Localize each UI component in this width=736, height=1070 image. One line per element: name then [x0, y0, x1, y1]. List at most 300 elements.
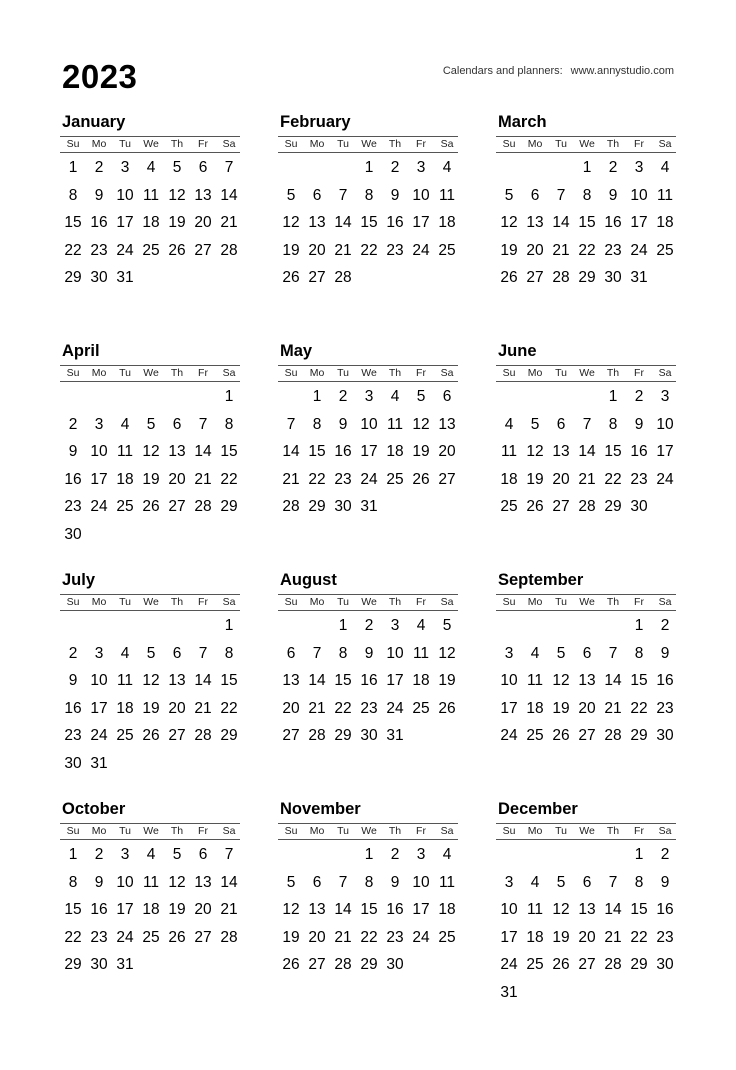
- day-cell: 9: [390, 186, 400, 204]
- day-cell: 11: [500, 443, 518, 461]
- day-cell: 5: [530, 415, 540, 433]
- day-cell: 17: [412, 901, 430, 919]
- day-cell: 28: [194, 498, 212, 516]
- empty-cell: [138, 612, 164, 640]
- day-cell: 29: [64, 269, 82, 287]
- empty-cell: [548, 612, 574, 640]
- day-grid: [60, 383, 240, 549]
- day-cell: 17: [90, 470, 108, 488]
- day-cell: 1: [582, 159, 592, 176]
- weekday-label: Tu: [119, 138, 131, 150]
- day-cell: 13: [438, 415, 456, 433]
- day-cell: 26: [168, 928, 186, 946]
- day-cell: 22: [360, 241, 378, 259]
- day-cell: 10: [116, 186, 134, 204]
- day-cell: 14: [308, 672, 326, 690]
- empty-cell: [496, 612, 522, 640]
- day-grid: [496, 383, 676, 521]
- day-cell: 11: [438, 873, 456, 891]
- day-cell: 23: [334, 470, 352, 488]
- day-cell: 20: [578, 928, 596, 946]
- day-cell: 5: [286, 186, 296, 204]
- day-cell: 7: [224, 159, 234, 176]
- day-cell: 30: [656, 956, 674, 974]
- day-cell: 8: [364, 186, 374, 204]
- day-cell: 23: [64, 727, 82, 745]
- day-cell: 12: [142, 672, 160, 690]
- day-cell: 29: [630, 956, 648, 974]
- day-cell: 22: [220, 699, 238, 717]
- day-cell: 1: [634, 846, 644, 863]
- day-cell: 26: [552, 727, 570, 745]
- day-cell: 19: [500, 241, 518, 259]
- weekday-label: Su: [66, 367, 80, 379]
- day-cell: 19: [412, 443, 430, 461]
- weekday-label: Sa: [658, 138, 672, 150]
- day-cell: 8: [224, 415, 234, 433]
- empty-cell: [138, 383, 164, 411]
- day-cell: 17: [500, 928, 518, 946]
- weekday-label: Fr: [634, 367, 644, 379]
- day-cell: 23: [90, 241, 108, 259]
- day-cell: 16: [656, 901, 674, 919]
- weekday-label: Mo: [527, 825, 543, 837]
- day-cell: 14: [334, 214, 352, 232]
- day-cell: 20: [308, 241, 326, 259]
- weekday-label: Th: [388, 596, 402, 608]
- day-cell: 1: [224, 617, 234, 634]
- day-cell: 3: [504, 644, 514, 662]
- day-cell: 5: [556, 873, 566, 891]
- day-cell: 25: [412, 699, 430, 717]
- day-cell: 6: [172, 644, 182, 662]
- empty-cell: [600, 612, 626, 640]
- day-cell: 18: [412, 672, 430, 690]
- day-cell: 25: [656, 241, 674, 259]
- day-cell: 25: [386, 470, 404, 488]
- weekday-header: [60, 365, 240, 382]
- day-cell: 7: [556, 186, 566, 204]
- day-cell: 23: [64, 498, 82, 516]
- day-cell: 11: [142, 873, 160, 891]
- day-cell: 10: [656, 415, 674, 433]
- empty-cell: [574, 841, 600, 869]
- weekday-label: Su: [502, 825, 516, 837]
- day-cell: 28: [604, 727, 622, 745]
- day-cell: 28: [308, 727, 326, 745]
- day-cell: 2: [390, 846, 400, 863]
- day-cell: 19: [282, 241, 300, 259]
- day-cell: 3: [390, 617, 400, 634]
- weekday-label: Fr: [198, 367, 208, 379]
- day-cell: 17: [90, 699, 108, 717]
- day-cell: 30: [64, 754, 82, 772]
- day-cell: 31: [116, 269, 134, 287]
- month-11: [278, 795, 458, 979]
- day-cell: 30: [360, 727, 378, 745]
- credit-url[interactable]: www.annystudio.com: [570, 65, 674, 77]
- weekday-label: We: [579, 825, 595, 837]
- day-cell: 7: [338, 186, 348, 204]
- weekday-label: Th: [170, 367, 184, 379]
- day-cell: 18: [438, 214, 456, 232]
- weekday-label: Tu: [337, 825, 349, 837]
- day-cell: 15: [334, 672, 352, 690]
- day-cell: 5: [172, 846, 182, 863]
- day-cell: 1: [338, 617, 348, 634]
- day-cell: 2: [364, 617, 374, 634]
- month-4: [60, 337, 240, 549]
- day-cell: 22: [630, 699, 648, 717]
- day-cell: 17: [386, 672, 404, 690]
- day-cell: 22: [334, 699, 352, 717]
- day-cell: 27: [194, 241, 212, 259]
- day-cell: 27: [308, 956, 326, 974]
- weekday-label: Th: [170, 596, 184, 608]
- day-cell: 18: [116, 470, 134, 488]
- day-cell: 25: [500, 498, 518, 516]
- weekday-label: Th: [606, 596, 620, 608]
- day-cell: 15: [64, 901, 82, 919]
- day-cell: 10: [630, 186, 648, 204]
- weekday-header: [496, 823, 676, 840]
- month-name: March: [498, 113, 547, 131]
- empty-cell: [86, 383, 112, 411]
- month-2: [278, 108, 458, 292]
- month-name: December: [498, 800, 578, 818]
- day-cell: 30: [90, 956, 108, 974]
- day-cell: 29: [220, 727, 238, 745]
- day-cell: 4: [530, 644, 540, 662]
- day-cell: 10: [90, 443, 108, 461]
- day-cell: 20: [168, 470, 186, 488]
- day-cell: 24: [656, 470, 674, 488]
- day-cell: 7: [198, 415, 208, 433]
- day-cell: 2: [94, 159, 104, 176]
- day-cell: 20: [168, 699, 186, 717]
- empty-cell: [548, 154, 574, 182]
- day-cell: 25: [116, 498, 134, 516]
- day-cell: 14: [194, 672, 212, 690]
- month-5: [278, 337, 458, 521]
- day-cell: 10: [90, 672, 108, 690]
- day-cell: 28: [604, 956, 622, 974]
- day-cell: 3: [94, 644, 104, 662]
- day-cell: 24: [630, 241, 648, 259]
- day-cell: 20: [282, 699, 300, 717]
- day-grid: [496, 154, 676, 292]
- weekday-label: Su: [502, 367, 516, 379]
- weekday-label: We: [579, 138, 595, 150]
- empty-cell: [496, 841, 522, 869]
- day-cell: 17: [116, 214, 134, 232]
- day-cell: 19: [142, 470, 160, 488]
- day-cell: 4: [530, 873, 540, 891]
- day-cell: 5: [172, 159, 182, 176]
- weekday-label: Su: [502, 596, 516, 608]
- empty-cell: [278, 154, 304, 182]
- empty-cell: [330, 154, 356, 182]
- day-cell: 11: [526, 901, 544, 919]
- day-cell: 8: [608, 415, 618, 433]
- day-cell: 5: [146, 644, 156, 662]
- day-cell: 14: [194, 443, 212, 461]
- day-cell: 13: [578, 901, 596, 919]
- day-cell: 16: [64, 470, 82, 488]
- day-cell: 6: [582, 644, 592, 662]
- day-cell: 6: [442, 388, 452, 405]
- empty-cell: [600, 841, 626, 869]
- day-cell: 11: [526, 672, 544, 690]
- day-cell: 13: [308, 901, 326, 919]
- empty-cell: [304, 612, 330, 640]
- day-cell: 20: [438, 443, 456, 461]
- weekday-label: Tu: [337, 367, 349, 379]
- day-cell: 24: [500, 727, 518, 745]
- day-cell: 30: [604, 269, 622, 287]
- weekday-label: Th: [388, 138, 402, 150]
- day-cell: 9: [660, 644, 670, 662]
- day-cell: 7: [582, 415, 592, 433]
- day-cell: 21: [194, 470, 212, 488]
- day-cell: 29: [360, 956, 378, 974]
- day-cell: 23: [386, 928, 404, 946]
- day-cell: 23: [656, 699, 674, 717]
- weekday-header: [278, 365, 458, 382]
- weekday-label: Su: [284, 138, 298, 150]
- day-cell: 9: [68, 443, 78, 461]
- weekday-label: Su: [284, 596, 298, 608]
- weekday-header: [278, 594, 458, 611]
- empty-cell: [190, 612, 216, 640]
- day-cell: 16: [656, 672, 674, 690]
- day-cell: 19: [552, 928, 570, 946]
- day-cell: 17: [656, 443, 674, 461]
- day-cell: 25: [438, 241, 456, 259]
- weekday-label: Tu: [555, 138, 567, 150]
- weekday-label: Mo: [309, 138, 325, 150]
- day-cell: 15: [630, 672, 648, 690]
- day-cell: 19: [282, 928, 300, 946]
- day-cell: 30: [334, 498, 352, 516]
- empty-cell: [496, 383, 522, 411]
- day-cell: 4: [442, 846, 452, 863]
- weekday-label: Tu: [555, 825, 567, 837]
- month-name: April: [62, 342, 100, 360]
- weekday-header: [278, 136, 458, 153]
- day-cell: 31: [630, 269, 648, 287]
- weekday-label: Mo: [527, 596, 543, 608]
- day-cell: 4: [504, 415, 514, 433]
- weekday-label: Tu: [119, 367, 131, 379]
- day-cell: 22: [604, 470, 622, 488]
- day-cell: 7: [608, 873, 618, 891]
- weekday-label: Mo: [91, 138, 107, 150]
- day-cell: 19: [526, 470, 544, 488]
- credit-prefix: Calendars and planners:: [442, 65, 563, 77]
- day-cell: 2: [390, 159, 400, 176]
- day-cell: 15: [604, 443, 622, 461]
- day-cell: 11: [412, 644, 430, 662]
- day-cell: 3: [364, 388, 374, 405]
- day-grid: [278, 612, 458, 750]
- weekday-label: Sa: [440, 367, 454, 379]
- day-grid: [496, 841, 676, 1007]
- weekday-label: Tu: [119, 825, 131, 837]
- weekday-label: Mo: [527, 138, 543, 150]
- day-cell: 1: [634, 617, 644, 634]
- empty-cell: [574, 612, 600, 640]
- day-cell: 2: [634, 388, 644, 405]
- day-cell: 14: [220, 873, 238, 891]
- day-cell: 29: [630, 727, 648, 745]
- day-cell: 28: [578, 498, 596, 516]
- day-cell: 29: [64, 956, 82, 974]
- day-cell: 21: [578, 470, 596, 488]
- month-9: [496, 566, 676, 750]
- day-cell: 15: [64, 214, 82, 232]
- day-cell: 11: [142, 186, 160, 204]
- day-cell: 23: [386, 241, 404, 259]
- day-cell: 2: [608, 159, 618, 176]
- day-cell: 13: [526, 214, 544, 232]
- day-cell: 15: [360, 214, 378, 232]
- day-grid: [60, 154, 240, 292]
- day-cell: 18: [526, 928, 544, 946]
- day-cell: 21: [604, 699, 622, 717]
- day-cell: 28: [220, 241, 238, 259]
- weekday-label: Tu: [555, 596, 567, 608]
- day-cell: 9: [364, 644, 374, 662]
- weekday-label: Fr: [198, 596, 208, 608]
- weekday-label: We: [361, 825, 377, 837]
- weekday-label: Fr: [416, 367, 426, 379]
- day-cell: 16: [90, 214, 108, 232]
- empty-cell: [304, 154, 330, 182]
- day-cell: 19: [168, 214, 186, 232]
- day-cell: 13: [282, 672, 300, 690]
- weekday-label: Fr: [416, 825, 426, 837]
- day-cell: 24: [412, 928, 430, 946]
- day-cell: 4: [660, 159, 670, 176]
- day-cell: 6: [172, 415, 182, 433]
- day-cell: 15: [220, 672, 238, 690]
- day-cell: 19: [438, 672, 456, 690]
- day-cell: 3: [120, 159, 130, 176]
- weekday-label: Th: [606, 367, 620, 379]
- day-cell: 9: [338, 415, 348, 433]
- day-cell: 28: [194, 727, 212, 745]
- day-cell: 21: [282, 470, 300, 488]
- day-grid: [496, 612, 676, 750]
- day-cell: 5: [286, 873, 296, 891]
- day-cell: 5: [504, 186, 514, 204]
- weekday-header: [496, 365, 676, 382]
- day-cell: 5: [556, 644, 566, 662]
- day-cell: 27: [552, 498, 570, 516]
- day-cell: 8: [582, 186, 592, 204]
- day-cell: 30: [656, 727, 674, 745]
- day-cell: 31: [116, 956, 134, 974]
- day-cell: 12: [500, 214, 518, 232]
- day-cell: 13: [194, 873, 212, 891]
- day-cell: 22: [220, 470, 238, 488]
- day-cell: 7: [338, 873, 348, 891]
- weekday-label: We: [579, 596, 595, 608]
- day-cell: 6: [556, 415, 566, 433]
- day-grid: [278, 154, 458, 292]
- day-cell: 31: [360, 498, 378, 516]
- day-cell: 25: [116, 727, 134, 745]
- weekday-label: Th: [606, 138, 620, 150]
- day-cell: 27: [168, 727, 186, 745]
- day-cell: 6: [198, 159, 208, 176]
- empty-cell: [522, 154, 548, 182]
- day-cell: 12: [412, 415, 430, 433]
- day-cell: 6: [312, 873, 322, 891]
- weekday-label: Th: [170, 825, 184, 837]
- weekday-label: We: [143, 367, 159, 379]
- month-7: [60, 566, 240, 778]
- day-cell: 21: [552, 241, 570, 259]
- day-cell: 10: [386, 644, 404, 662]
- day-cell: 21: [194, 699, 212, 717]
- day-cell: 13: [168, 443, 186, 461]
- day-cell: 10: [500, 901, 518, 919]
- day-cell: 13: [168, 672, 186, 690]
- day-cell: 24: [500, 956, 518, 974]
- day-cell: 26: [526, 498, 544, 516]
- day-cell: 26: [552, 956, 570, 974]
- day-cell: 26: [168, 241, 186, 259]
- weekday-label: Sa: [658, 825, 672, 837]
- day-cell: 9: [608, 186, 618, 204]
- day-cell: 12: [168, 186, 186, 204]
- day-cell: 31: [90, 754, 108, 772]
- day-cell: 11: [116, 443, 134, 461]
- day-cell: 29: [308, 498, 326, 516]
- day-cell: 12: [168, 873, 186, 891]
- day-grid: [60, 841, 240, 979]
- day-cell: 21: [334, 928, 352, 946]
- day-cell: 16: [64, 699, 82, 717]
- day-cell: 29: [604, 498, 622, 516]
- weekday-label: Su: [284, 825, 298, 837]
- weekday-label: Tu: [119, 596, 131, 608]
- day-cell: 22: [578, 241, 596, 259]
- day-cell: 12: [142, 443, 160, 461]
- day-cell: 31: [500, 983, 518, 1001]
- month-name: October: [62, 800, 126, 818]
- day-cell: 27: [578, 727, 596, 745]
- day-grid: [278, 383, 458, 521]
- day-cell: 16: [334, 443, 352, 461]
- day-cell: 27: [438, 470, 456, 488]
- day-cell: 3: [416, 846, 426, 863]
- day-cell: 25: [526, 956, 544, 974]
- day-cell: 17: [630, 214, 648, 232]
- day-cell: 14: [604, 672, 622, 690]
- empty-cell: [190, 383, 216, 411]
- day-cell: 14: [334, 901, 352, 919]
- day-cell: 10: [412, 873, 430, 891]
- day-cell: 5: [146, 415, 156, 433]
- empty-cell: [164, 612, 190, 640]
- day-cell: 27: [578, 956, 596, 974]
- day-cell: 20: [194, 214, 212, 232]
- day-cell: 1: [608, 388, 618, 405]
- day-cell: 22: [64, 241, 82, 259]
